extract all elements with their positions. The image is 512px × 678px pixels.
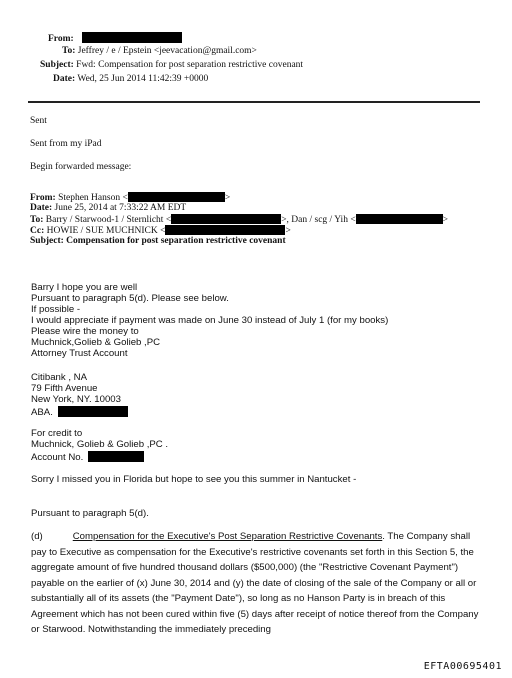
header-subject-label: Subject: (40, 60, 74, 70)
fwd-date-row (30, 203, 186, 214)
header-from-row (48, 32, 182, 46)
contract-paragraph (31, 529, 483, 638)
header-subject-value: Fwd: Compensation for post separation restrictive covenant (76, 60, 304, 70)
fwd-subject-value: Compensation for post separation restrictive covenant (66, 236, 286, 246)
bank-line: 79 Fifth Avenue (31, 383, 98, 394)
message-line: If possible - (31, 304, 81, 315)
message-line: I would appreciate if payment was made on June 30 instead of July 1 (for my books) (31, 315, 389, 326)
header-to-value: Jeffrey / e / Epstein <jeevacation@gmail.com> (77, 46, 257, 56)
redaction-bar (356, 214, 443, 224)
fwd-date-value: June 25, 2014 at 7:33:22 AM EDT (54, 203, 187, 213)
fwd-to-mid: >, Dan / scg / Yih < (281, 215, 356, 225)
fwd-from-value: Stephen Hanson < (58, 193, 128, 203)
redaction-bar (58, 406, 128, 417)
message-line: Please wire the money to (31, 326, 139, 337)
para-heading: Compensation for the Executive's Post Separation Restrictive Covenants (72, 531, 383, 542)
header-to-row (62, 45, 257, 58)
message-line: Attorney Trust Account (31, 348, 128, 359)
header-to-label: To: (62, 46, 76, 56)
sent-from-text: Sent from my iPad (30, 139, 102, 149)
message-line: Barry I hope you are well (31, 282, 138, 293)
pursuant-text: Pursuant to paragraph 5(d). (31, 508, 149, 519)
document-id: EFTA00695401 (423, 661, 502, 672)
header-divider (28, 101, 480, 103)
header-date-value: Wed, 25 Jun 2014 11:42:39 +0000 (77, 74, 209, 84)
redaction-bar (88, 451, 144, 462)
sorry-text: Sorry I missed you in Florida but hope to see you this summer in Nantucket - (31, 474, 357, 485)
fwd-cc-label: Cc: (30, 226, 45, 236)
para-label: (d) (31, 531, 43, 542)
message-line: Pursuant to paragraph 5(d). Please see below. (31, 293, 229, 304)
redaction-bar (128, 192, 225, 202)
fwd-subject-row (30, 236, 286, 247)
account-row (31, 451, 144, 464)
fwd-to-label: To: (30, 215, 44, 225)
credit-line: Muchnick, Golieb & Golieb ,PC . (31, 439, 169, 450)
aba-row (31, 406, 128, 419)
credit-line: For credit to (31, 428, 83, 439)
fwd-from-label: From: (30, 193, 56, 203)
redaction-bar (171, 214, 281, 224)
fwd-cc-end: > (285, 226, 291, 236)
bank-line: Citibank , NA (31, 372, 87, 383)
fwd-from-end: > (224, 193, 231, 203)
redaction-bar (165, 225, 285, 235)
fwd-from-row (30, 192, 230, 204)
redaction-bar (82, 32, 182, 43)
para-text: . The Company shall pay to Executive as compensation for the Executive's restrictive covenants set forth in this Section 5, the aggregate amount of five hundred thousand dollars ($500,000) (the "Restrictive Covenant Payment") payable on the earlier of (x) June 30, 2014 and (y) the date of closing of the sale of the Company or all or substantially all of its assets (the "Payment Date"), so long as no Hanson Party is in breach of this Agreement which has not been cured within five (5) days after receipt of notice thereof from the Company or Starwood. Notwithstanding the immediately preceding (31, 531, 479, 635)
header-date-label: Date: (53, 74, 76, 84)
sent-text: Sent (30, 116, 47, 126)
fwd-cc-row (30, 225, 291, 237)
fwd-to-end: > (442, 215, 449, 225)
message-line: Muchnick,Golieb & Golieb ,PC (31, 337, 161, 348)
account-label: Account No. (31, 452, 84, 463)
aba-label: ABA. (31, 407, 53, 418)
fwd-to-row (30, 214, 448, 226)
header-subject-row (40, 59, 303, 72)
fwd-to-value: Barry / Starwood-1 / Sternlicht < (45, 215, 172, 225)
fwd-cc-value: HOWIE / SUE MUCHNICK < (46, 226, 166, 236)
bank-line: New York, NY. 10003 (31, 394, 121, 405)
fwd-date-label: Date: (30, 203, 53, 213)
begin-forwarded-text: Begin forwarded message: (30, 162, 132, 172)
header-date-row (53, 73, 208, 86)
header-from-label: From: (48, 34, 74, 44)
fwd-subject-label: Subject: (30, 236, 64, 246)
